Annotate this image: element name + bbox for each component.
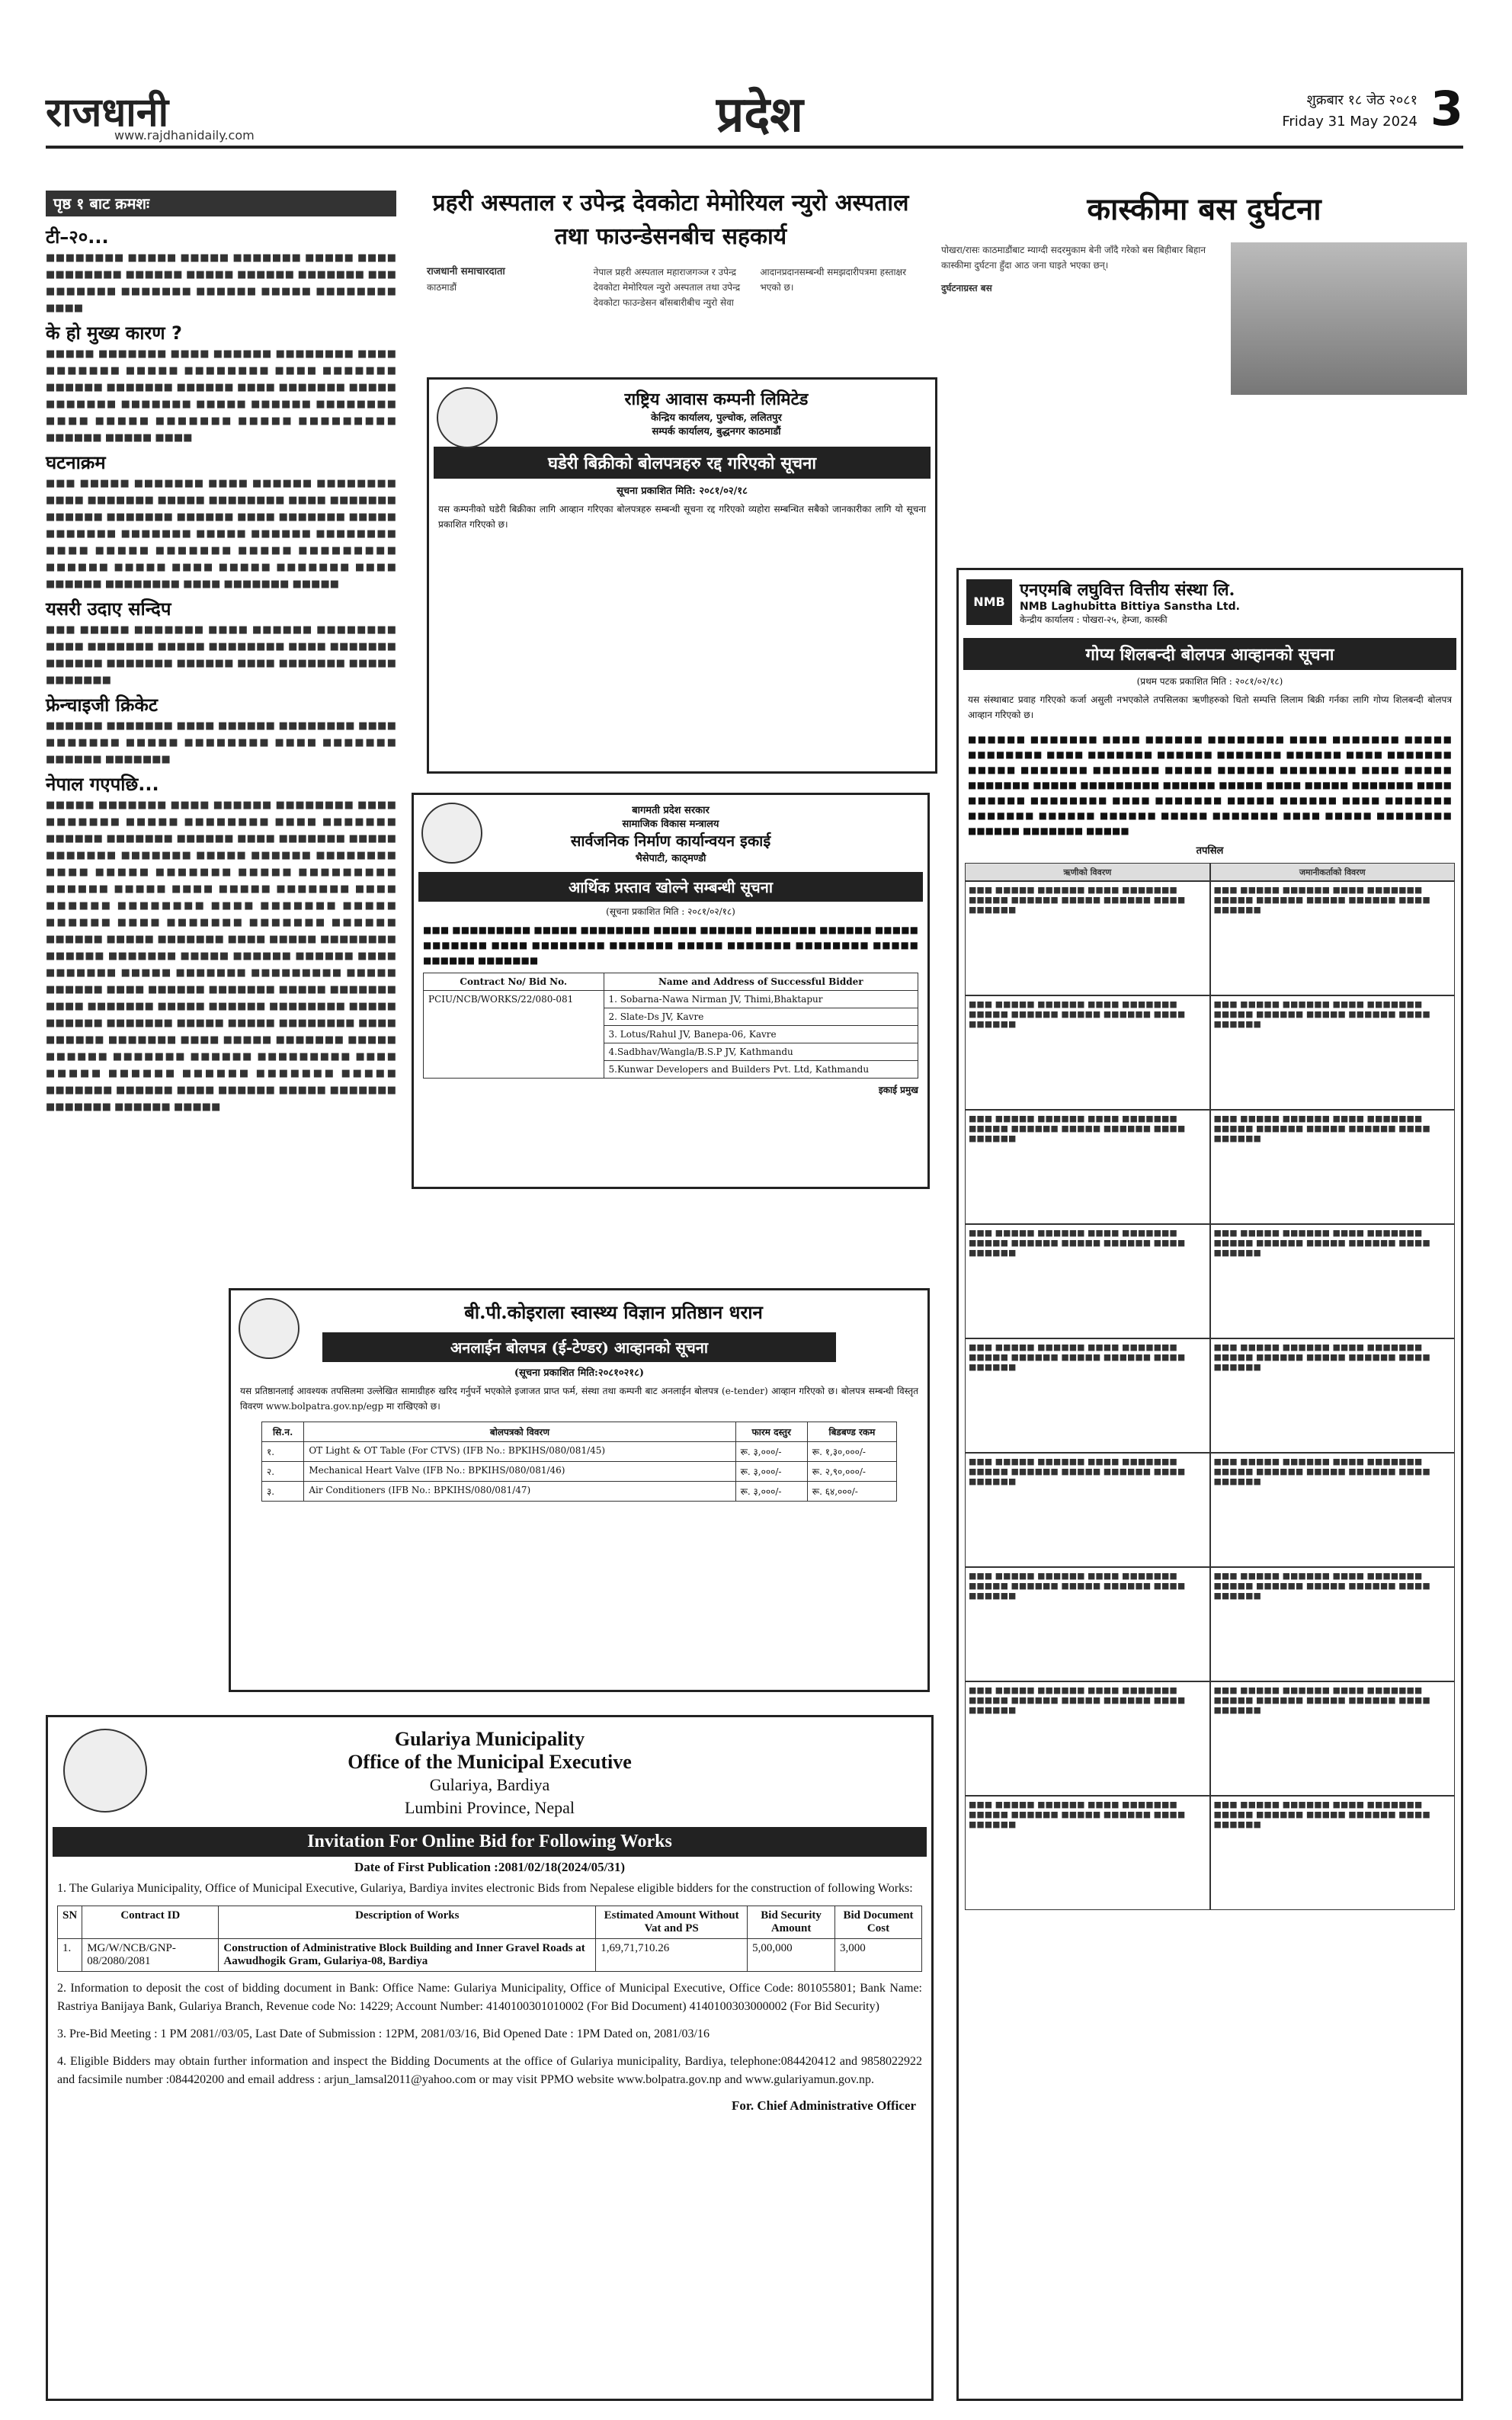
signature: For. Chief Administrative Officer: [731, 2098, 916, 2113]
cell: रू. १,३०,०००/-: [807, 1442, 896, 1462]
cell: रू. ३,०००/-: [735, 1462, 807, 1482]
cell: Construction of Administrative Block Building and Inner Gravel Roads at Aawudhogik Gram, Gulariya-08, Bardiya: [219, 1939, 596, 1972]
col-header: सि.न.: [262, 1422, 304, 1442]
borrower-cell: ■■■ ■■■■■ ■■■■■■ ■■■■ ■■■■■■■ ■■■■■ ■■■■■■ ■■■■■ ■■■■■■ ■■■■ ■■■■■■: [965, 1796, 1210, 1910]
gov-name: बागमती प्रदेश सरकार: [632, 805, 710, 816]
publish-date: Date of First Publication :2081/02/18(2024/05/31): [354, 1860, 626, 1874]
org-name-np: एनएमबि लघुवित्त वित्तीय संस्था लि.: [1020, 580, 1235, 600]
article-text: ■■■■■ ■■■■■■■ ■■■■ ■■■■■■ ■■■■■■■■ ■■■■ ■■■■■■■ ■■■■■ ■■■■■■■■ ■■■■ ■■■■■■■ ■■■■■■ ■■■■■■■ ■■■■■■ ■■■■ ■■■■■■■ ■■■■■ ■■■■■■■ ■■■■■■■ ■■■■■ ■■■■■■ ■■■■■■■■ ■■■■ ■■■■■ ■■■■■■■ ■■■■■ ■■■■■■■■■ ■■■■■■ ■■■■■ ■■■■ ■■■■■ ■■■■■■■ ■■■■ ■■■■■■ ■■■■■■■■ ■■■■ ■■■■■■■ ■■■■■ ■■■■■■ ■■■■ ■■■■■■■ ■■■■■■■ ■■■■■■ ■■■■■■ ■■■■■ ■■■■■■■ ■■■■ ■■■■■ ■■■■■■■■ ■■■■■■ ■■■■■■■ ■■■■■ ■■■■■■ ■■■■■■ ■■■■ ■■■■■■■ ■■■■■ ■■■■■■■ ■■■■■■■■■ ■■■■■ ■■■■■■ ■■■■ ■■■■■■ ■■■■■■■ ■■■■■ ■■■■■■■ ■■■■ ■■■■■■■ ■■■■■ ■■■■■■ ■■■■■■■■ ■■■■■ ■■■■■■ ■■■■■■■ ■■■■■ ■■■■■ ■■■■■■■■ ■■■■ ■■■■■■ ■■■■■■■ ■■■■ ■■■■■ ■■■■■■■ ■■■■■ ■■■■■■ ■■■■■■■ ■■■■■■ ■■■■■■■■■ ■■■■ ■■■■■ ■■■■■■ ■■■■■■ ■■■■■■■ ■■■■■ ■■■■■■■ ■■■■■■ ■■■■ ■■■■■■ ■■■■■ ■■■■■■■ ■■■■■■■ ■■■■■■ ■■■■■: [46, 800, 396, 1113]
bidder: 4.Sadbhav/Wangla/B.S.P JV, Kathmandu: [604, 1043, 918, 1061]
notice-header: [48, 1717, 931, 1819]
borrower-cell: ■■■ ■■■■■ ■■■■■■ ■■■■ ■■■■■■■ ■■■■■ ■■■■■■ ■■■■■ ■■■■■■ ■■■■ ■■■■■■: [965, 1224, 1210, 1338]
notice-band: आर्थिक प्रस्ताव खोल्ने सम्बन्धी सूचना: [418, 872, 923, 902]
col-header: Bid Security Amount: [748, 1906, 835, 1939]
contact-info: 4. Eligible Bidders may obtain further information and inspect the Bidding Documents at the office of Gulariya municipality, Bardiya, telephone:084420412 and 9858022922 and facsimile number :084420200 and email address : arjun_lamsal2011@yahoo.com or may visit PPMO website www.bolpatra.gov.np and www.gulariyamun.gov.np.: [57, 2055, 922, 2086]
cell: रू. २,९०,०००/-: [807, 1462, 896, 1482]
cell: रू. ६४,०००/-: [807, 1482, 896, 1502]
col-header: जमानीकर्ताको विवरण: [1210, 863, 1456, 881]
unit-place: भैसेपाटी, काठ्मण्डौ: [635, 853, 706, 864]
bidders-table: [423, 973, 918, 1079]
bidder: 3. Lotus/Rahul JV, Banepa-06, Kavre: [604, 1026, 918, 1043]
guarantor-cell: ■■■ ■■■■■ ■■■■■■ ■■■■ ■■■■■■■ ■■■■■ ■■■■■■ ■■■■■ ■■■■■■ ■■■■ ■■■■■■: [1210, 1338, 1456, 1453]
borrower-cell: ■■■ ■■■■■ ■■■■■■ ■■■■ ■■■■■■■ ■■■■■ ■■■■■■ ■■■■■ ■■■■■■ ■■■■ ■■■■■■: [965, 995, 1210, 1110]
cell: 3,000: [834, 1939, 921, 1972]
bagmati-notice: [412, 793, 930, 1189]
cell: 5,00,000: [748, 1939, 835, 1972]
table-row: [58, 1939, 922, 1972]
borrower-cell: ■■■ ■■■■■ ■■■■■■ ■■■■ ■■■■■■■ ■■■■■ ■■■■■■ ■■■■■ ■■■■■■ ■■■■ ■■■■■■: [965, 1110, 1210, 1224]
guarantor-cell: ■■■ ■■■■■ ■■■■■■ ■■■■ ■■■■■■■ ■■■■■ ■■■■■■ ■■■■■ ■■■■■■ ■■■■ ■■■■■■: [1210, 1110, 1456, 1224]
col-header: ऋणीको विवरण: [965, 863, 1210, 881]
borrower-cell: ■■■ ■■■■■ ■■■■■■ ■■■■ ■■■■■■■ ■■■■■ ■■■■■■ ■■■■■ ■■■■■■ ■■■■ ■■■■■■: [965, 1338, 1210, 1453]
section-title: प्रदेश: [716, 86, 803, 143]
publish-date: (सूचना प्रकाशित मिति:२०८१०२१८): [514, 1367, 645, 1379]
office-info: केन्द्रीय कार्यालय : पोखरा-२५, हेम्जा, कास्की: [1020, 614, 1168, 625]
notice-header: [959, 570, 1461, 633]
guarantor-cell: ■■■ ■■■■■ ■■■■■■ ■■■■ ■■■■■■■ ■■■■■ ■■■■■■ ■■■■■ ■■■■■■ ■■■■ ■■■■■■: [1210, 881, 1456, 995]
logo-url: www.rajdhanidaily.com: [114, 128, 255, 143]
article-text: ■■■■■■■■ ■■■■■ ■■■■■ ■■■■■■■ ■■■■■ ■■■■ ■■■■■■■■ ■■■■■■ ■■■■■ ■■■■■■ ■■■■■■■ ■■■ ■■■■■■■ ■■■■■■■ ■■■■■■ ■■■■■ ■■■■■■■■ ■■■■: [46, 252, 396, 314]
notice-text: यस संस्थाबाट प्रवाह गरिएको कर्जा असुली नभएकोले तपसिलका ऋणीहरुको धितो सम्पत्ति लिलाम बिक्री गर्नका लागि गोप्य शिलबन्दी बोलपत्र आव्हान गरिएको छ।: [968, 694, 1452, 720]
works-table: [57, 1906, 922, 1972]
headline: कास्कीमा बस दुर्घटना: [1087, 191, 1321, 227]
notice-band: Invitation For Online Bid for Following Works: [53, 1827, 927, 1857]
news-article-hospital: [427, 187, 915, 310]
col-header: बोलपत्रको विवरण: [304, 1422, 735, 1442]
institute-seal: [239, 1298, 300, 1359]
col-header: Estimated Amount Without Vat and PS: [596, 1906, 748, 1939]
news-article-bus-accident: [941, 187, 1467, 395]
org-title-3: Gulariya, Bardiya: [429, 1775, 550, 1794]
government-seal: [421, 803, 482, 864]
article-body: [427, 264, 915, 310]
notice-text: ■■■ ■■■■■■■■■ ■■■■■ ■■■■■■■■ ■■■■■ ■■■■■■ ■■■■■■■ ■■■■■■ ■■■■■ ■■■■■■■ ■■■■ ■■■■■■■■ ■■■■■■■ ■■■■■ ■■■■■■■ ■■■■■■■■ ■■■■■ ■■■■■■ ■■■■■■■: [423, 925, 918, 966]
org-name-en: NMB Laghubitta Bittiya Sanstha Ltd.: [1020, 601, 1240, 613]
borrower-cell: ■■■ ■■■■■ ■■■■■■ ■■■■ ■■■■■■■ ■■■■■ ■■■■■■ ■■■■■ ■■■■■■ ■■■■ ■■■■■■: [965, 1453, 1210, 1567]
org-name: बी.पी.कोइराला स्वास्थ्य विज्ञान प्रतिष्ठान धरान: [464, 1301, 763, 1323]
prebid-info: 3. Pre-Bid Meeting : 1 PM 2081//03/05, Last Date of Submission : 12PM, 2081/03/16, Bid Opened Date : 1PM Dated on, 2081/03/16: [57, 2027, 710, 2040]
article-text: ■■■ ■■■■■ ■■■■■■■ ■■■■ ■■■■■■ ■■■■■■■■ ■■■■ ■■■■■■■ ■■■■■ ■■■■■■■■ ■■■■ ■■■■■■■ ■■■■■■ ■■■■■■■ ■■■■■■ ■■■■ ■■■■■■■ ■■■■■ ■■■■■■■: [46, 624, 396, 686]
accident-photo: [1231, 242, 1467, 395]
guarantor-cell: ■■■ ■■■■■ ■■■■■■ ■■■■ ■■■■■■■ ■■■■■ ■■■■■■ ■■■■■ ■■■■■■ ■■■■ ■■■■■■: [1210, 995, 1456, 1110]
bank-info: 2. Information to deposit the cost of bidding document in Bank: Office Name: Gulariya Municipality, Office of Municipal Executive, Office Code: 801055801; Bank Name: Rastriya Banijaya Bank, Gulariya Branch, Revenue code No: 14229; Account Number: 4140100301010002 (For Bid Document) 4140100303000002 (For Bid Security): [57, 1982, 922, 2013]
cell: 1.: [58, 1939, 82, 1972]
borrower-cell: ■■■ ■■■■■ ■■■■■■ ■■■■ ■■■■■■■ ■■■■■ ■■■■■■ ■■■■■ ■■■■■■ ■■■■ ■■■■■■: [965, 1681, 1210, 1796]
guarantor-cell: ■■■ ■■■■■ ■■■■■■ ■■■■ ■■■■■■■ ■■■■■ ■■■■■■ ■■■■■ ■■■■■■ ■■■■ ■■■■■■: [1210, 1567, 1456, 1681]
notice-header: [429, 380, 935, 438]
company-seal: [437, 387, 498, 448]
housing-company-notice: [427, 377, 937, 774]
signature: इकाई प्रमुख: [878, 1085, 918, 1095]
col-header: Name and Address of Successful Bidder: [604, 973, 918, 991]
subhead-4: फ्रेन्चाइजी क्रिकेट: [46, 694, 158, 716]
article-text: ■■■■■■ ■■■■■■■ ■■■■ ■■■■■■ ■■■■■■■■ ■■■■ ■■■■■■■ ■■■■■ ■■■■■■■■ ■■■■ ■■■■■■■ ■■■■■■ ■■■■■■■: [46, 720, 396, 765]
page-number: 3: [1430, 81, 1463, 136]
subhead-3: यसरी उदाए सन्दिप: [46, 598, 171, 620]
cell: १.: [262, 1442, 304, 1462]
col-header: Contract ID: [82, 1906, 219, 1939]
intro-text: 1. The Gulariya Municipality, Office of Municipal Executive, Gulariya, Bardiya invites electronic Bids from Nepalese eligible bidders for the construction of following Works:: [57, 1882, 913, 1895]
table-row: [262, 1442, 897, 1462]
col-header: बिडबण्ड रकम: [807, 1422, 896, 1442]
cell: Air Conditioners (IFB No.: BPKIHS/080/081/47): [304, 1482, 735, 1502]
borrower-grid: [965, 863, 1455, 1910]
nmb-logo: NMB: [966, 579, 1012, 625]
cell: 1,69,71,710.26: [596, 1939, 748, 1972]
org-title-4: Lumbini Province, Nepal: [404, 1798, 575, 1817]
headline: प्रहरी अस्पताल र उपेन्द्र देवकोटा मेमोरियल न्युरो अस्पताल तथा फाउन्डेसनबीच सहकार्य: [432, 190, 909, 250]
col-header: Description of Works: [219, 1906, 596, 1939]
article-text: ■■■■■ ■■■■■■■ ■■■■ ■■■■■■ ■■■■■■■■ ■■■■ ■■■■■■■ ■■■■■ ■■■■■■■■ ■■■■ ■■■■■■■ ■■■■■■ ■■■■■■■ ■■■■■■ ■■■■ ■■■■■■■ ■■■■■ ■■■■■■■ ■■■■■■■ ■■■■■ ■■■■■■ ■■■■■■■■ ■■■■ ■■■■■ ■■■■■■■ ■■■■■ ■■■■■■■■■ ■■■■■■ ■■■■■ ■■■■: [46, 348, 396, 444]
col-header: फारम दस्तुर: [735, 1422, 807, 1442]
cell: ३.: [262, 1482, 304, 1502]
subhead-2: घटनाक्रम: [46, 452, 106, 473]
cell: २.: [262, 1462, 304, 1482]
cell: MG/W/NCB/GNP-08/2080/2081: [82, 1939, 219, 1972]
guarantor-cell: ■■■ ■■■■■ ■■■■■■ ■■■■ ■■■■■■■ ■■■■■ ■■■■■■ ■■■■■ ■■■■■■ ■■■■ ■■■■■■: [1210, 1796, 1456, 1910]
notice-band: अनलाईन बोलपत्र (ई-टेण्डर) आव्हानको सूचना: [322, 1332, 836, 1362]
masthead: [46, 76, 1463, 149]
items-table: [261, 1422, 897, 1502]
nmb-notice: [956, 568, 1463, 2401]
article-title: टी–२०...: [46, 226, 109, 248]
table-row: [262, 1462, 897, 1482]
borrower-cell: ■■■ ■■■■■ ■■■■■■ ■■■■ ■■■■■■■ ■■■■■ ■■■■■■ ■■■■■ ■■■■■■ ■■■■ ■■■■■■: [965, 881, 1210, 995]
org-title-2: Office of the Municipal Executive: [348, 1751, 632, 1773]
subhead-1: के हो मुख्य कारण ?: [46, 322, 182, 344]
cell: Mechanical Heart Valve (IFB No.: BPKIHS/080/081/46): [304, 1462, 735, 1482]
notice-text: यस प्रतिष्ठानलाई आवश्यक तपसिलमा उल्लेखित सामाग्रीहरु खरिद गर्नुपर्ने भएकोले इजाजत प्राप्त फर्म, संस्था तथा कम्पनी बाट अनलाईन बोलपत्र (e-tender) आव्हान गरिएको छ। बोलपत्र सम्बन्धी विस्तृत विवरण www.bolpatra.gov.np/egp मा राखिएको छ।: [240, 1386, 918, 1412]
date-english: Friday 31 May 2024: [1282, 114, 1418, 130]
org-title-1: Gulariya Municipality: [394, 1728, 585, 1750]
org-name: राष्ट्रिय आवास कम्पनी लिमिटेड: [624, 389, 809, 409]
unit-name: सार्वजनिक निर्माण कार्यान्वयन इकाई: [570, 832, 771, 850]
municipality-seal: [63, 1729, 147, 1813]
table-row: [262, 1482, 897, 1502]
photo-caption: दुर्घटनाग्रस्त बस: [941, 283, 992, 293]
notice-band: घडेरी बिक्रीको बोलपत्रहरु रद्द गरिएको सूचना: [434, 447, 931, 479]
gulariya-notice: [46, 1715, 934, 2401]
cell: OT Light & OT Table (For CTVS) (IFB No.: BPKIHS/080/081/45): [304, 1442, 735, 1462]
col-header: Contract No/ Bid No.: [424, 973, 604, 991]
ministry-name: सामाजिक विकास मन्त्रालय: [622, 819, 719, 830]
article-text: नेपाल प्रहरी अस्पताल महाराजगञ्ज र उपेन्द्र देवकोटा मेमोरियल न्युरो अस्पताल तथा उपेन्द्र देवकोटा फाउन्डेसन बाँसबारीबीच न्युरो सेवा आदानप्रदानसम्बन्धी समझदारीपत्रमा हस्ताक्षर भएको छ।: [593, 267, 907, 308]
left-column: [46, 191, 396, 1120]
dateline: काठमाडौं: [427, 282, 457, 293]
bpkihs-notice: [229, 1288, 930, 1692]
guarantor-cell: ■■■ ■■■■■ ■■■■■■ ■■■■ ■■■■■■■ ■■■■■ ■■■■■■ ■■■■■ ■■■■■■ ■■■■ ■■■■■■: [1210, 1681, 1456, 1796]
contract-no: PCIU/NCB/WORKS/22/080-081: [424, 991, 604, 1079]
article-text: ■■■ ■■■■■ ■■■■■■■ ■■■■ ■■■■■■ ■■■■■■■■ ■■■■ ■■■■■■■ ■■■■■ ■■■■■■■■ ■■■■ ■■■■■■■ ■■■■■■ ■■■■■■■ ■■■■■■ ■■■■ ■■■■■■■ ■■■■■ ■■■■■■■ ■■■■■■■ ■■■■■ ■■■■■■ ■■■■■■■■ ■■■■ ■■■■■ ■■■■■■■ ■■■■■ ■■■■■■■■■ ■■■■■■ ■■■■■ ■■■■ ■■■■■ ■■■■■■■ ■■■■ ■■■■■■ ■■■■■■■■ ■■■■ ■■■■■■■ ■■■■■: [46, 478, 396, 590]
notice-band: गोप्य शिलबन्दी बोलपत्र आव्हानको सूचना: [963, 638, 1456, 670]
notice-text: यस कम्पनीको घडेरी बिक्रीका लागि आव्हान गरिएका बोलपत्रहरु सम्बन्धी सूचना रद्द गरिएको व्यहोरा सम्बन्धित सबैको जानकारीका लागि यो सूचना प्रकाशित गरिएको छ।: [438, 504, 926, 530]
org-office: केन्द्रिय कार्यालय, पुल्चोक, ललितपुर: [651, 412, 782, 424]
guarantor-cell: ■■■ ■■■■■ ■■■■■■ ■■■■ ■■■■■■■ ■■■■■ ■■■■■■ ■■■■■ ■■■■■■ ■■■■ ■■■■■■: [1210, 1224, 1456, 1338]
byline: राजधानी समाचारदाता: [427, 266, 505, 277]
guarantor-cell: ■■■ ■■■■■ ■■■■■■ ■■■■ ■■■■■■■ ■■■■■ ■■■■■■ ■■■■■ ■■■■■■ ■■■■ ■■■■■■: [1210, 1453, 1456, 1567]
continued-bar: पृष्ठ १ बाट क्रमशः: [46, 191, 396, 216]
publish-date: (सूचना प्रकाशित मिति : २०८१/०२/१८): [606, 906, 735, 917]
article-text: पोखरा/रासः काठमाडौंबाट म्याग्दी सदरमुकाम बेनी जाँदै गरेको बस बिहीबार बिहान कास्कीमा दुर्घटना हुँदा आठ जना घाइते भएका छन्।: [941, 245, 1206, 271]
publish-date: (प्रथम पटक प्रकाशित मिति : २०८१/०२/१८): [1136, 676, 1283, 687]
cell: रू. ३,०००/-: [735, 1482, 807, 1502]
date-box: [1282, 90, 1418, 133]
org-contact: सम्पर्क कार्यालय, बुद्धनगर काठमाडौं: [652, 426, 781, 438]
borrower-cell: ■■■ ■■■■■ ■■■■■■ ■■■■ ■■■■■■■ ■■■■■ ■■■■■■ ■■■■■ ■■■■■■ ■■■■ ■■■■■■: [965, 1567, 1210, 1681]
cell: रू. ३,०००/-: [735, 1442, 807, 1462]
notice-text: ■■■■■■ ■■■■■■■ ■■■■ ■■■■■■ ■■■■■■■■ ■■■■ ■■■■■■■ ■■■■■ ■■■■■■■■ ■■■■ ■■■■■■■ ■■■■■■ ■■■■■■■ ■■■■■■ ■■■■ ■■■■■■■ ■■■■■ ■■■■■■■ ■■■■■■■ ■■■■■ ■■■■■■ ■■■■■■■■ ■■■■ ■■■■■ ■■■■■■■ ■■■■■ ■■■■■■■■■ ■■■■■■ ■■■■■ ■■■■ ■■■■■ ■■■■■■■ ■■■■ ■■■■■■ ■■■■■■■■ ■■■■ ■■■■■■■ ■■■■■ ■■■■■■ ■■■■ ■■■■■■■ ■■■■■■■ ■■■■■■ ■■■■■■ ■■■■■ ■■■■■■■ ■■■■ ■■■■■ ■■■■■■■■ ■■■■■■ ■■■■■■■ ■■■■■: [968, 734, 1452, 836]
bidder: 2. Slate-Ds JV, Kavre: [604, 1008, 918, 1026]
tapsil-label: तपसिल: [1196, 845, 1224, 857]
newspaper-logo: राजधानी: [46, 90, 169, 136]
notice-header: [414, 795, 927, 864]
bidder: 1. Sobarna-Nawa Nirman JV, Thimi,Bhaktapur: [604, 991, 918, 1008]
publish-date: सूचना प्रकाशित मिति: २०८१/०२/१८: [617, 486, 748, 497]
bidder: 5.Kunwar Developers and Builders Pvt. Ltd, Kathmandu: [604, 1061, 918, 1079]
subhead-5: नेपाल गएपछि...: [46, 774, 159, 795]
col-header: Bid Document Cost: [834, 1906, 921, 1939]
col-header: SN: [58, 1906, 82, 1939]
date-nepali: शुक्रबार १८ जेठ २०८१: [1306, 92, 1418, 108]
